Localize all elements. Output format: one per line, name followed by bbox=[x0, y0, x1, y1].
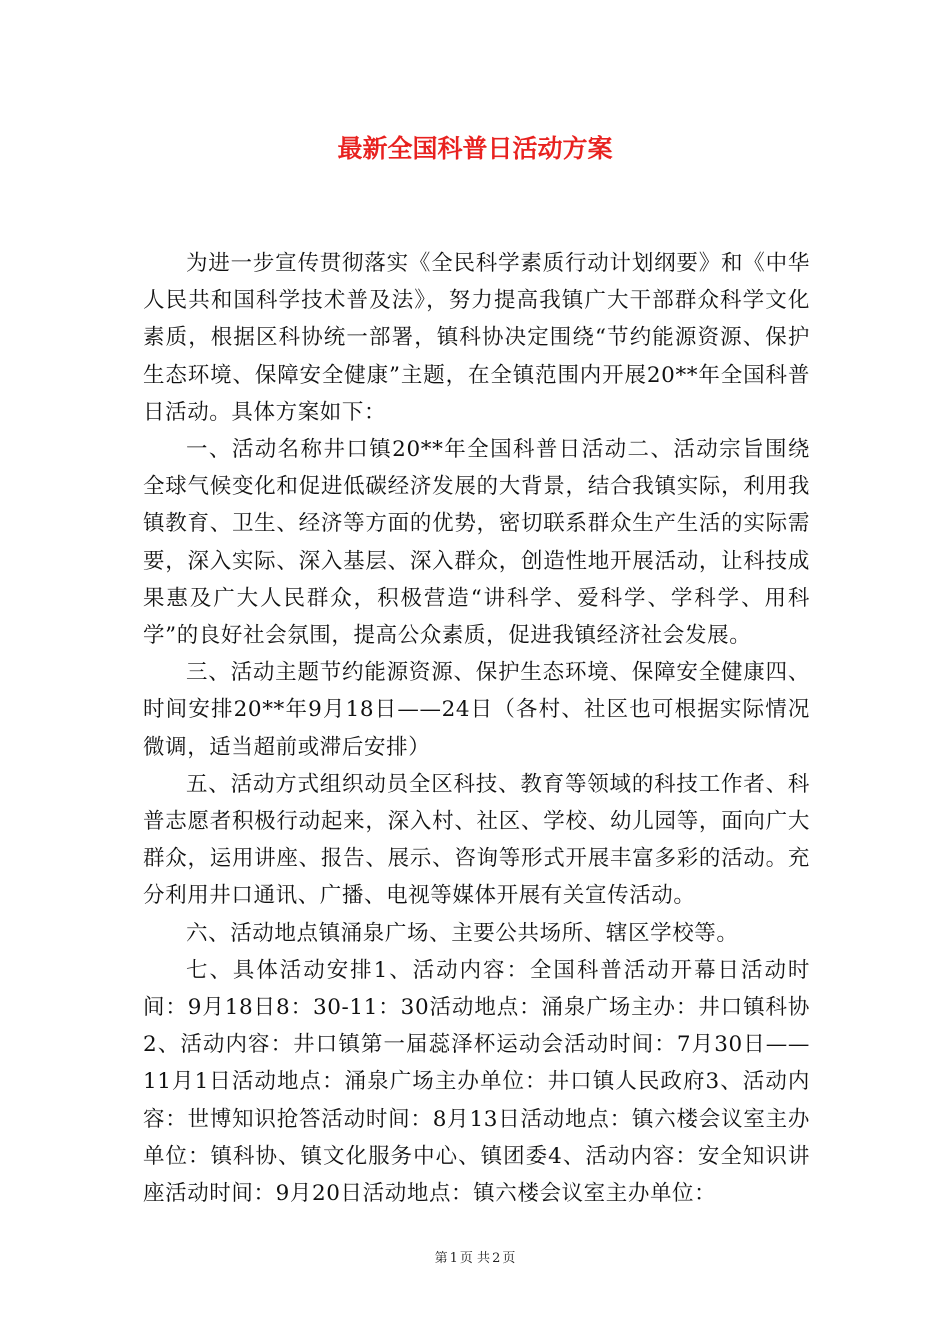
paragraph-activity-format: 五、活动方式组织动员全区科技、教育等领域的科技工作者、科普志愿者积极行动起来，深入村、社区、学校、幼儿园等，面向广大群众，运用讲座、报告、展示、咨询等形式开展丰富多彩的活动。充分利用井口通讯、广播、电视等媒体开展有关宣传活动。 bbox=[143, 771, 810, 909]
document-title: 最新全国科普日活动方案 bbox=[337, 134, 613, 163]
footer-middle: 页 共 bbox=[459, 1251, 491, 1266]
page-number-footer bbox=[0, 1250, 950, 1268]
document-body bbox=[143, 245, 810, 1212]
paragraph-intro: 为进一步宣传贯彻落实《全民科学素质行动计划纲要》和《中华人民共和国科学技术普及法》，努力提高我镇广大干部群众科学文化素质，根据区科协统一部署，镇科协决定围绕“节约能源资源、保护生态环境、保障安全健康”主题，在全镇范围内开展20**年全国科普日活动。具体方案如下： bbox=[143, 251, 810, 425]
paragraph-activity-name-purpose: 一、活动名称井口镇20**年全国科普日活动二、活动宗旨围绕全球气候变化和促进低碳经济发展的大背景，结合我镇实际，利用我镇教育、卫生、经济等方面的优势，密切联系群众生产生活的实际需要，深入实际、深入基层、深入群众，创造性地开展活动，让科技成果惠及广大人民群众，积极营造“讲科学、爱科学、学科学、用科学”的良好社会氛围，提高公众素质，促进我镇经济社会发展。 bbox=[143, 437, 810, 649]
paragraph-detailed-arrangements: 七、具体活动安排1、活动内容：全国科普活动开幕日活动时间：9月18日8：30-11：30活动地点：涌泉广场主办：井口镇科协2、活动内容：井口镇第一届蕊泽杯运动会活动时间：7月30日——11月1日活动地点：涌泉广场主办单位：井口镇人民政府3、活动内容：世博知识抢答活动时间：8月13日活动地点：镇六楼会议室主办单位：镇科协、镇文化服务中心、镇团委4、活动内容：安全知识讲座活动时间：9月20日活动地点：镇六楼会议室主办单位： bbox=[143, 957, 810, 1207]
paragraph-theme-schedule: 三、活动主题节约能源资源、保护生态环境、保障安全健康四、时间安排20**年9月18日——24日（各村、社区也可根据实际情况微调，适当超前或滞后安排） bbox=[143, 660, 810, 760]
footer-prefix: 第 bbox=[434, 1251, 448, 1266]
footer-total-pages: 2 bbox=[492, 1251, 501, 1266]
footer-suffix: 页 bbox=[502, 1251, 516, 1266]
paragraph-activity-location: 六、活动地点镇涌泉广场、主要公共场所、辖区学校等。 bbox=[186, 920, 739, 946]
footer-current-page: 1 bbox=[449, 1251, 458, 1266]
